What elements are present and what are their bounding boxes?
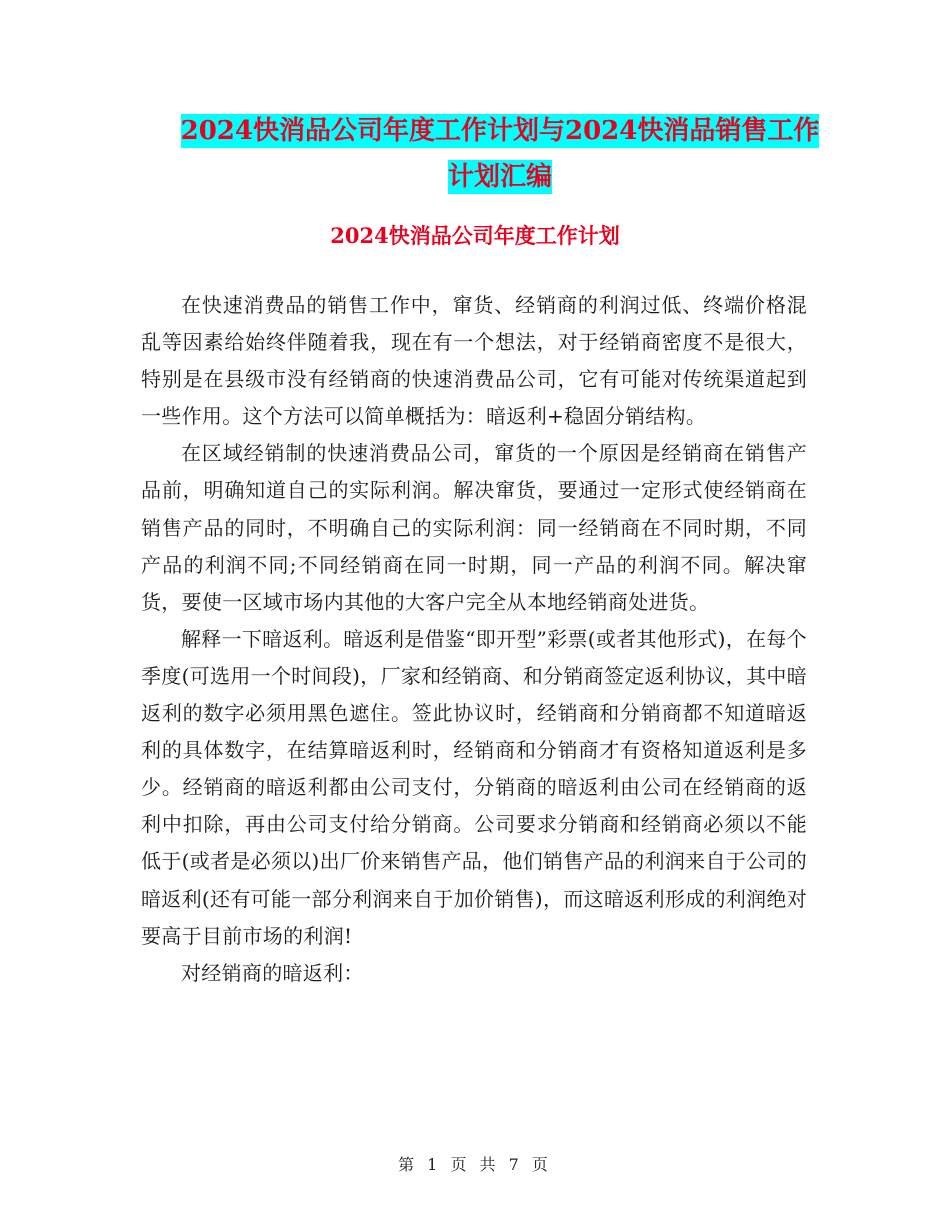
document-title	[140, 108, 860, 200]
document-title-line-1: 2024快消品公司年度工作计划与2024快消品销售工作	[180, 116, 820, 146]
section-title: 2024快消品公司年度工作计划	[330, 223, 620, 248]
page-footer: 第 1 页 共 7 页	[398, 1155, 552, 1174]
paragraph: 对经销商的暗返利：	[181, 960, 364, 985]
paragraph: 在区域经销制的快速消费品公司，窜货的一个原因是经销商在销售产品前，明确知道自己的实际利润。解决窜货，要通过一定形式使经销商在销售产品的同时，不明确自己的实际利润：同一经销商在不同时期，不同产品的利润不同;不同经销商在同一时期，同一产品的利润不同。解决窜货，要使一区域市场内其他的大客户完全从本地经销商处进货。	[141, 441, 807, 614]
paragraph: 在快速消费品的销售工作中，窜货、经销商的利润过低、终端价格混乱等因素给始终伴随着我，现在有一个想法，对于经销商密度不是很大，特别是在县级市没有经销商的快速消费品公司，它有可能对传统渠道起到一些作用。这个方法可以简单概括为：暗返利+稳固分销结构。	[141, 293, 807, 429]
document-body	[141, 287, 807, 992]
document-title-line-2: 计划汇编	[447, 162, 552, 192]
paragraph: 解释一下暗返利。暗返利是借鉴“即开型”彩票(或者其他形式)，在每个季度(可选用一个时间段)，厂家和经销商、和分销商签定返利协议，其中暗返利的数字必须用黑色遮住。签此协议时，经销商和分销商都不知道暗返利的具体数字，在结算暗返利时，经销商和分销商才有资格知道返利是多少。经销商的暗返利都由公司支付，分销商的暗返利由公司在经销商的返利中扣除，再由公司支付给分销商。公司要求分销商和经销商必须以不能低于(或者是必须以)出厂价来销售产品，他们销售产品的利润来自于公司的暗返利(还有可能一部分利润来自于加价销售)，而这暗返利形成的利润绝对要高于目前市场的利润!	[141, 626, 807, 948]
